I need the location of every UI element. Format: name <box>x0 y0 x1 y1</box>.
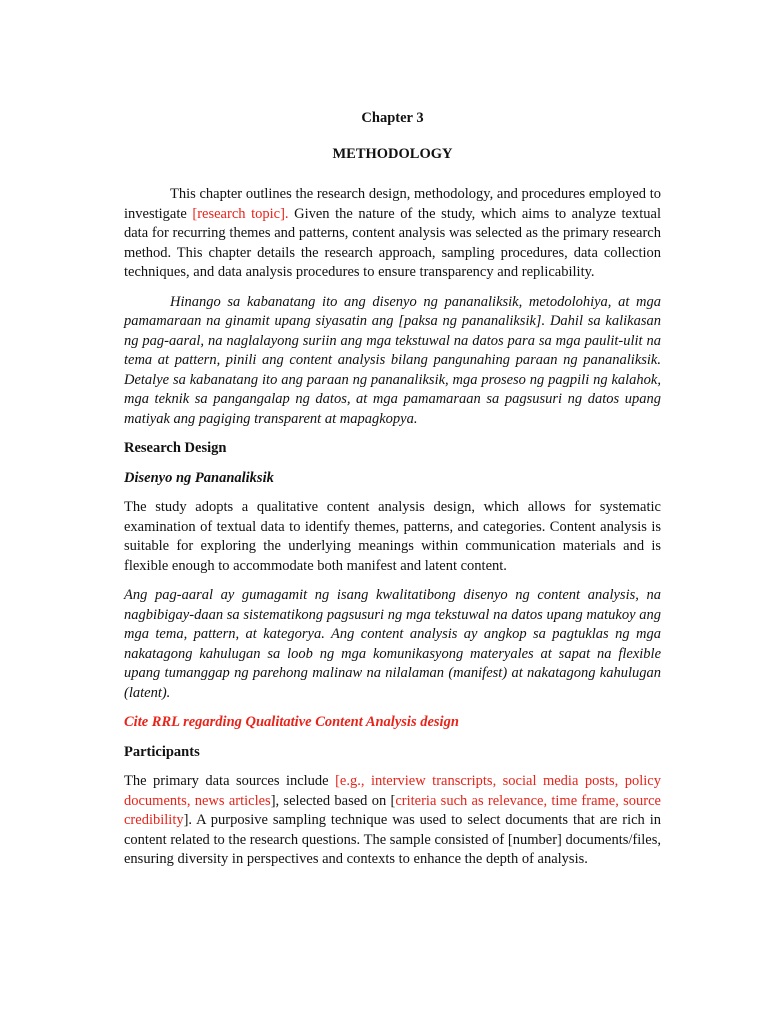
participants-text-2: ], selected based on [ <box>270 792 396 809</box>
chapter-number: Chapter 3 <box>361 110 424 126</box>
participants-paragraph <box>124 772 661 870</box>
criteria-placeholder: criteria such as relevance, time frame, source credibility <box>124 792 661 828</box>
intro-text-2: Given the nature of the study, which aims to analyze textual data for recurring themes and patterns, content analysis was selected as the primary research method. This chapter details the research approach, sampling procedures, data collection techniques, and data analysis procedures to ensure transparency and replicability. <box>124 205 661 280</box>
intro-paragraph-fil: Hinango sa kabanatang ito ang disenyo ng pananaliksik, metodolohiya, at mga pamamaraan na ginamit upang siyasatin ang [paksa ng pananaliksik]. Dahil sa kalikasan ng pag-aaral, na naglalayong suriin ang mga tekstuwal na datos para sa mga paulit-ulit na tema at pattern, pinili ang content analysis bilang pangunahing paraan ng pananaliksik. Detalye sa kabanatang ito ang paraan ng pananaliksik, mga proseso ng pagpili ng kalahok, mga teknik sa pangangalap ng datos, at mga pamamaraan sa pagsusuri ng datos upang matiyak ang pagiging transparent at mapagkopya. <box>124 293 661 427</box>
intro-paragraph-en <box>124 185 661 283</box>
data-sources-placeholder: [e.g., interview transcripts, social media posts, policy documents, news articles <box>124 773 661 809</box>
research-topic-placeholder: [research topic]. <box>192 205 289 222</box>
cite-rrl-note: Cite RRL regarding Qualitative Content Analysis design <box>124 714 459 730</box>
research-design-paragraph-fil: Ang pag-aaral ay gumagamit ng isang kwalitatibong disenyo ng content analysis, na nagbibigay-daan sa sistematikong pagsusuri ng mga tekstuwal na datos upang matukoy ang mga tema, pattern, at kategorya. Ang content analysis ay angkop sa pagtuklas ng mga nakatagong kahulugan sa loob ng mga komunikasyong materyales at sapat na flexible upang tumanggap ng parehong malinaw na nilalaman (manifest) at nakatagong kahulugan (latent). <box>124 587 661 701</box>
participants-heading: Participants <box>124 743 200 760</box>
participants-text-3: ]. A purposive sampling technique was used to select documents that are rich in content related to the research questions. The sample consisted of [number] documents/files, ensuring diversity in perspectives and contexts to enhance the depth of analysis. <box>124 812 661 867</box>
intro-text-1: This chapter outlines the research design, methodology, and procedures employed to investigate <box>124 186 661 222</box>
research-design-heading-fil: Disenyo ng Pananaliksik <box>124 469 274 486</box>
chapter-title: METHODOLOGY <box>332 145 453 162</box>
research-design-heading: Research Design <box>124 440 227 456</box>
research-design-paragraph-en: The study adopts a qualitative content analysis design, which allows for systematic examination of textual data to identify themes, patterns, and categories. Content analysis is suitable for exploring the underlying meanings within communication materials and is flexible enough to accommodate both manifest and latent content. <box>124 499 661 574</box>
participants-text-1: The primary data sources include <box>124 773 336 789</box>
